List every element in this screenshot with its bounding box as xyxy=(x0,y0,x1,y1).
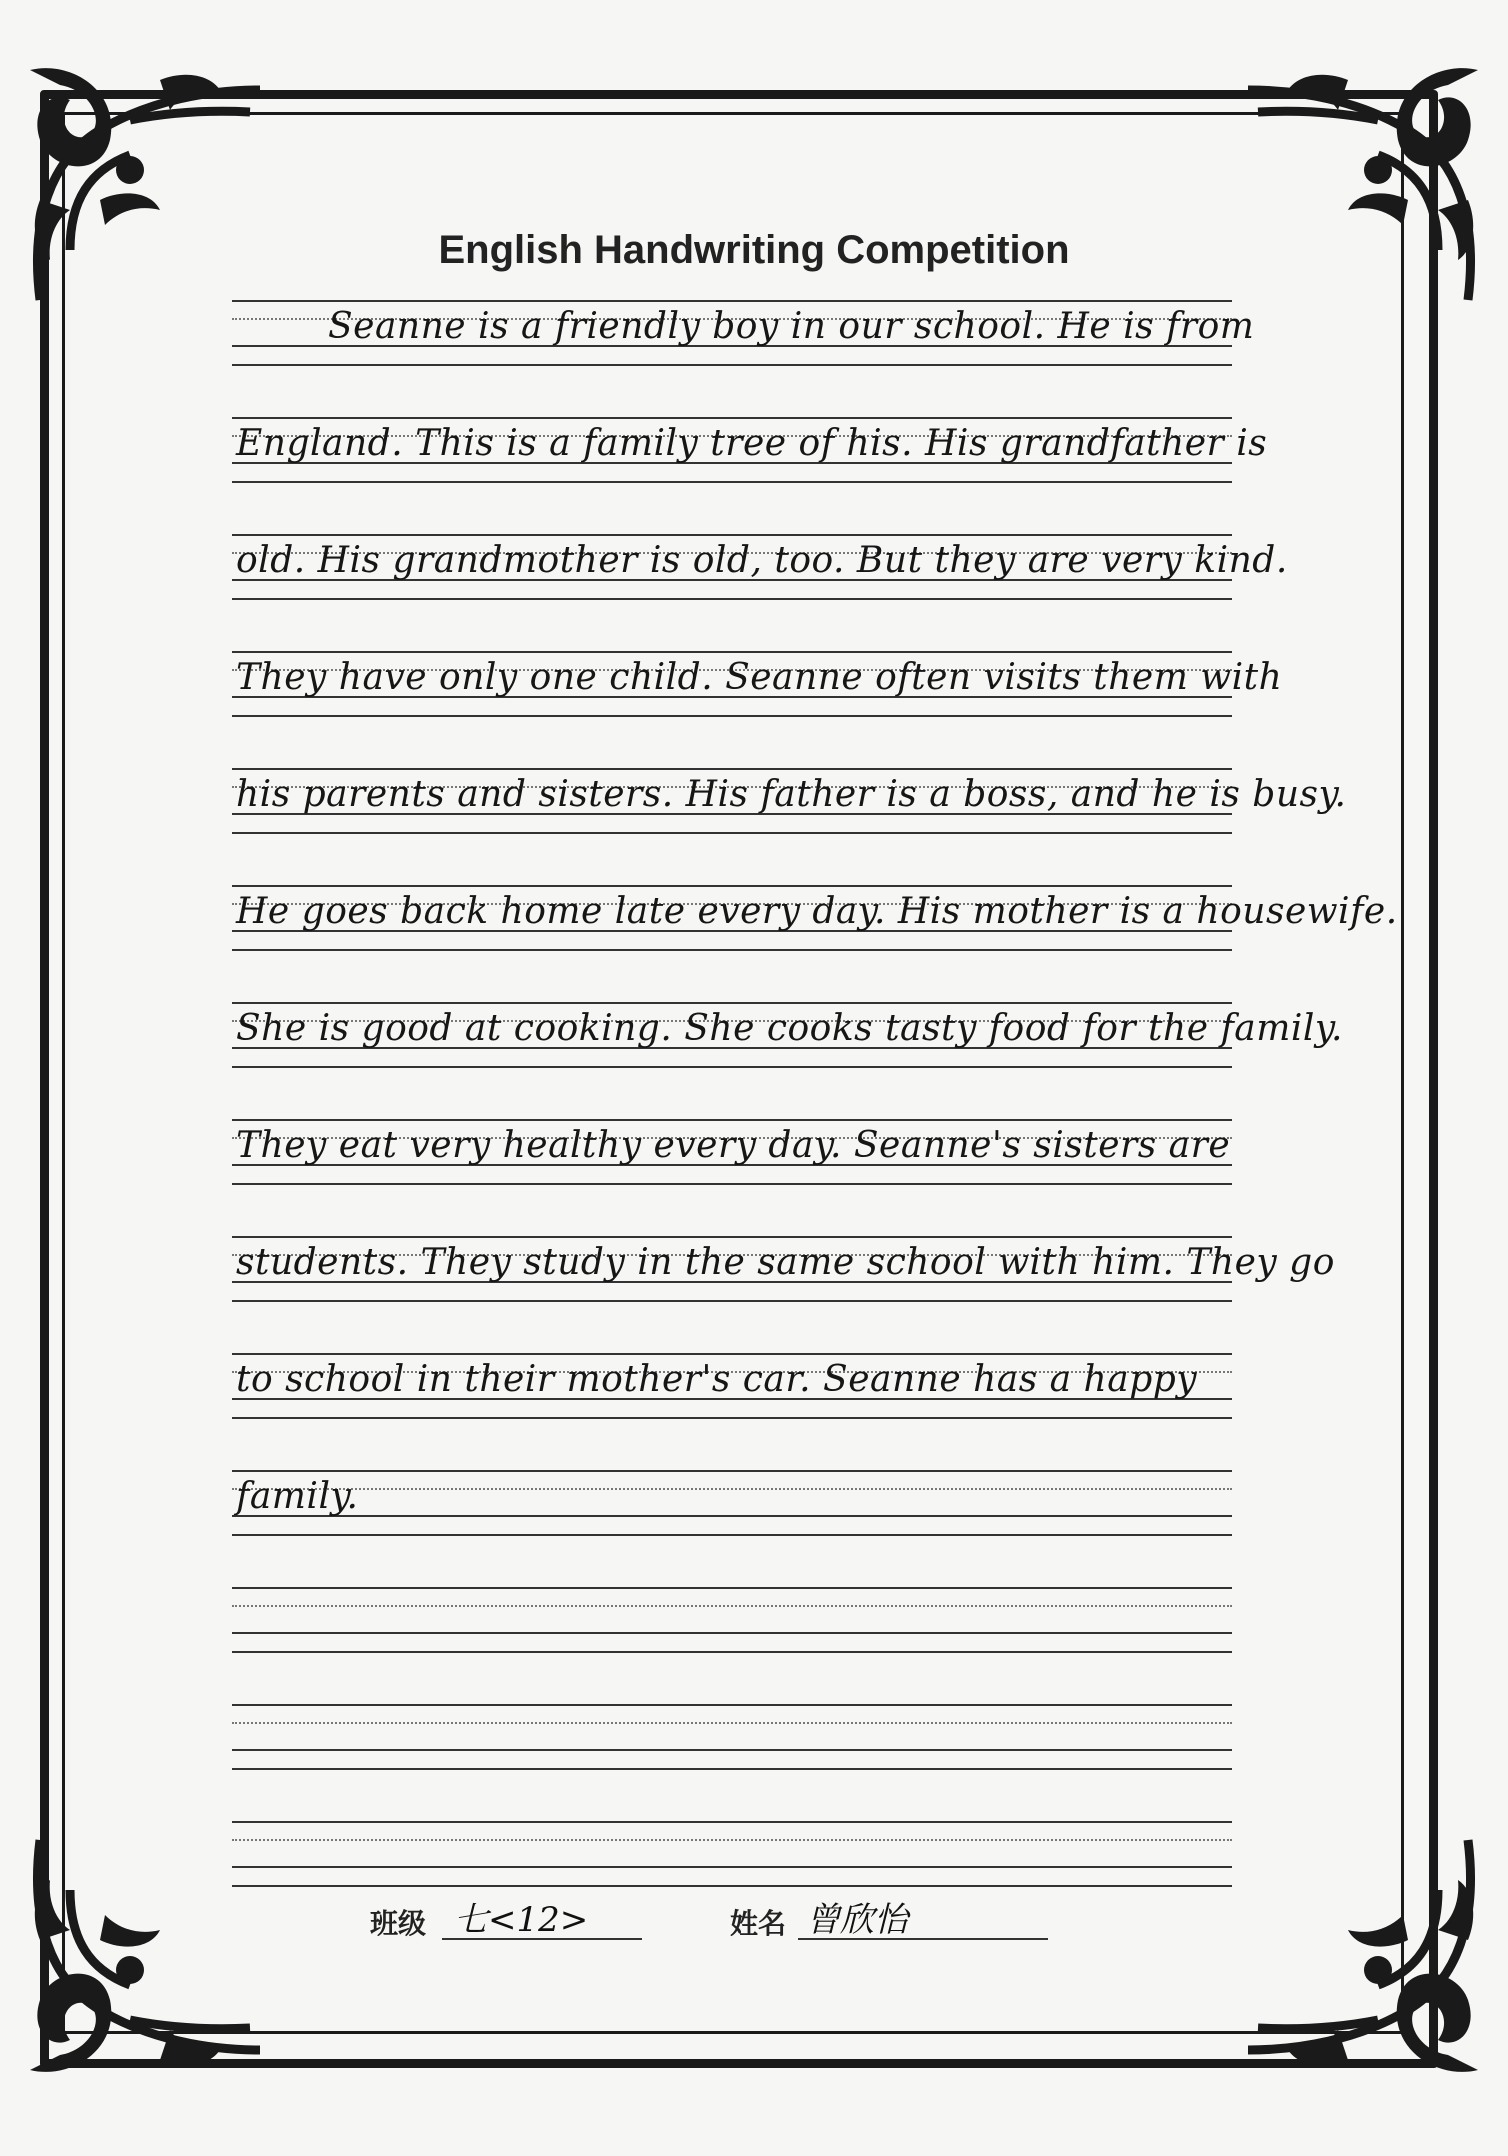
class-value: 七<12> xyxy=(454,1900,589,1940)
writing-row xyxy=(232,290,1255,407)
name-label: 姓名 xyxy=(730,1907,787,1940)
handwritten-line: They have only one child. Seanne often visits them with xyxy=(236,657,1283,698)
handwritten-line: She is good at cooking. She cooks tasty food for the family. xyxy=(236,1008,1343,1049)
writing-row xyxy=(232,1109,1232,1226)
student-info xyxy=(370,1888,1150,1948)
handwritten-line: England. This is a family tree of his. His grandfather is xyxy=(236,423,1268,464)
class-label: 班级 xyxy=(370,1907,427,1940)
writing-row xyxy=(232,758,1347,875)
name-value: 曾欣怡 xyxy=(806,1900,908,1940)
writing-row xyxy=(232,407,1268,524)
handwriting-lines xyxy=(232,290,1398,1928)
writing-row xyxy=(232,1577,1232,1694)
name-underline xyxy=(798,1938,1048,1940)
writing-row xyxy=(232,641,1283,758)
handwritten-line: He goes back home late every day. His mother is a housewife. xyxy=(236,891,1398,932)
page-title: English Handwriting Competition xyxy=(438,228,1070,272)
handwritten-line: family. xyxy=(236,1476,359,1517)
ornament-corner-bottom-left-icon xyxy=(10,1830,270,2090)
writing-row xyxy=(232,1694,1232,1811)
handwritten-line: old. His grandmother is old, too. But they are very kind. xyxy=(236,540,1288,581)
writing-row xyxy=(232,1343,1232,1460)
handwritten-line: his parents and sisters. His father is a boss, and he is busy. xyxy=(236,774,1347,815)
writing-row xyxy=(232,875,1398,992)
handwritten-line: Seanne is a friendly boy in our school. He is from xyxy=(328,306,1255,347)
handwritten-line: They eat very healthy every day. Seanne's sisters are xyxy=(236,1125,1231,1166)
writing-row xyxy=(232,524,1288,641)
class-underline xyxy=(442,1938,642,1940)
ornament-corner-bottom-right-icon xyxy=(1238,1830,1498,2090)
handwritten-line: to school in their mother's car. Seanne has a happy xyxy=(236,1359,1198,1400)
writing-row xyxy=(232,1226,1335,1343)
writing-row xyxy=(232,1460,1232,1577)
handwritten-line: students. They study in the same school with him. They go xyxy=(236,1242,1335,1283)
writing-row xyxy=(232,992,1343,1109)
